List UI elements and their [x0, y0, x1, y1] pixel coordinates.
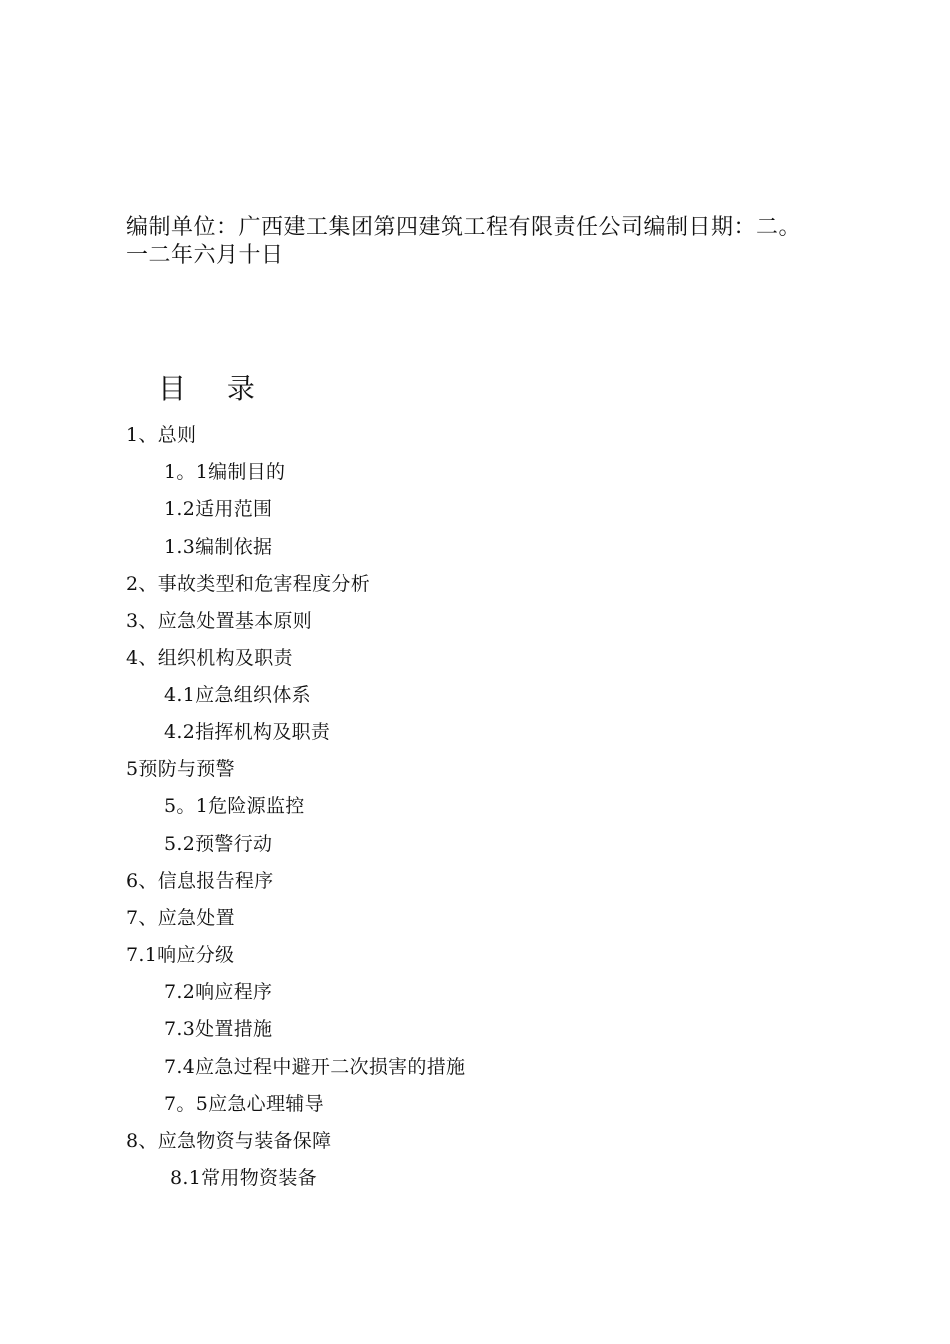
header-line-1: 编制单位：广西建工集团第四建筑工程有限责任公司编制日期：二。: [126, 215, 802, 240]
toc-item: 7、应急处置: [126, 907, 235, 929]
toc-item: 5.2预警行动: [164, 833, 273, 855]
toc-item: 5预防与预警: [126, 758, 235, 780]
toc-item: 4.1应急组织体系: [164, 684, 311, 706]
toc-item: 2、事故类型和危害程度分析: [126, 573, 370, 595]
toc-item: 3、应急处置基本原则: [126, 610, 313, 632]
toc-item: 8.1常用物资装备: [170, 1167, 317, 1189]
toc-item: 4、组织机构及职责: [126, 647, 293, 669]
toc-item: 7.2响应程序: [164, 981, 273, 1003]
header-line-2: 一二年六月十日: [126, 243, 284, 268]
toc-item: 1.2适用范围: [164, 498, 273, 520]
toc-item: 5。1危险源监控: [164, 795, 305, 817]
toc-item: 1.3编制依据: [164, 536, 273, 558]
toc-item: 7.3处置措施: [164, 1018, 273, 1040]
toc-item: 8、应急物资与装备保障: [126, 1130, 332, 1152]
toc-item: 7.4应急过程中避开二次损害的措施: [164, 1056, 466, 1078]
toc-item: 7.1响应分级: [126, 944, 235, 966]
toc-item: 4.2指挥机构及职责: [164, 721, 331, 743]
toc-item: 1、总则: [126, 424, 197, 446]
toc-title: 目 录: [158, 372, 271, 405]
toc-item: 6、信息报告程序: [126, 870, 274, 892]
toc-item: 7。5应急心理辅导: [164, 1093, 324, 1115]
toc-item: 1。1编制目的: [164, 461, 286, 483]
